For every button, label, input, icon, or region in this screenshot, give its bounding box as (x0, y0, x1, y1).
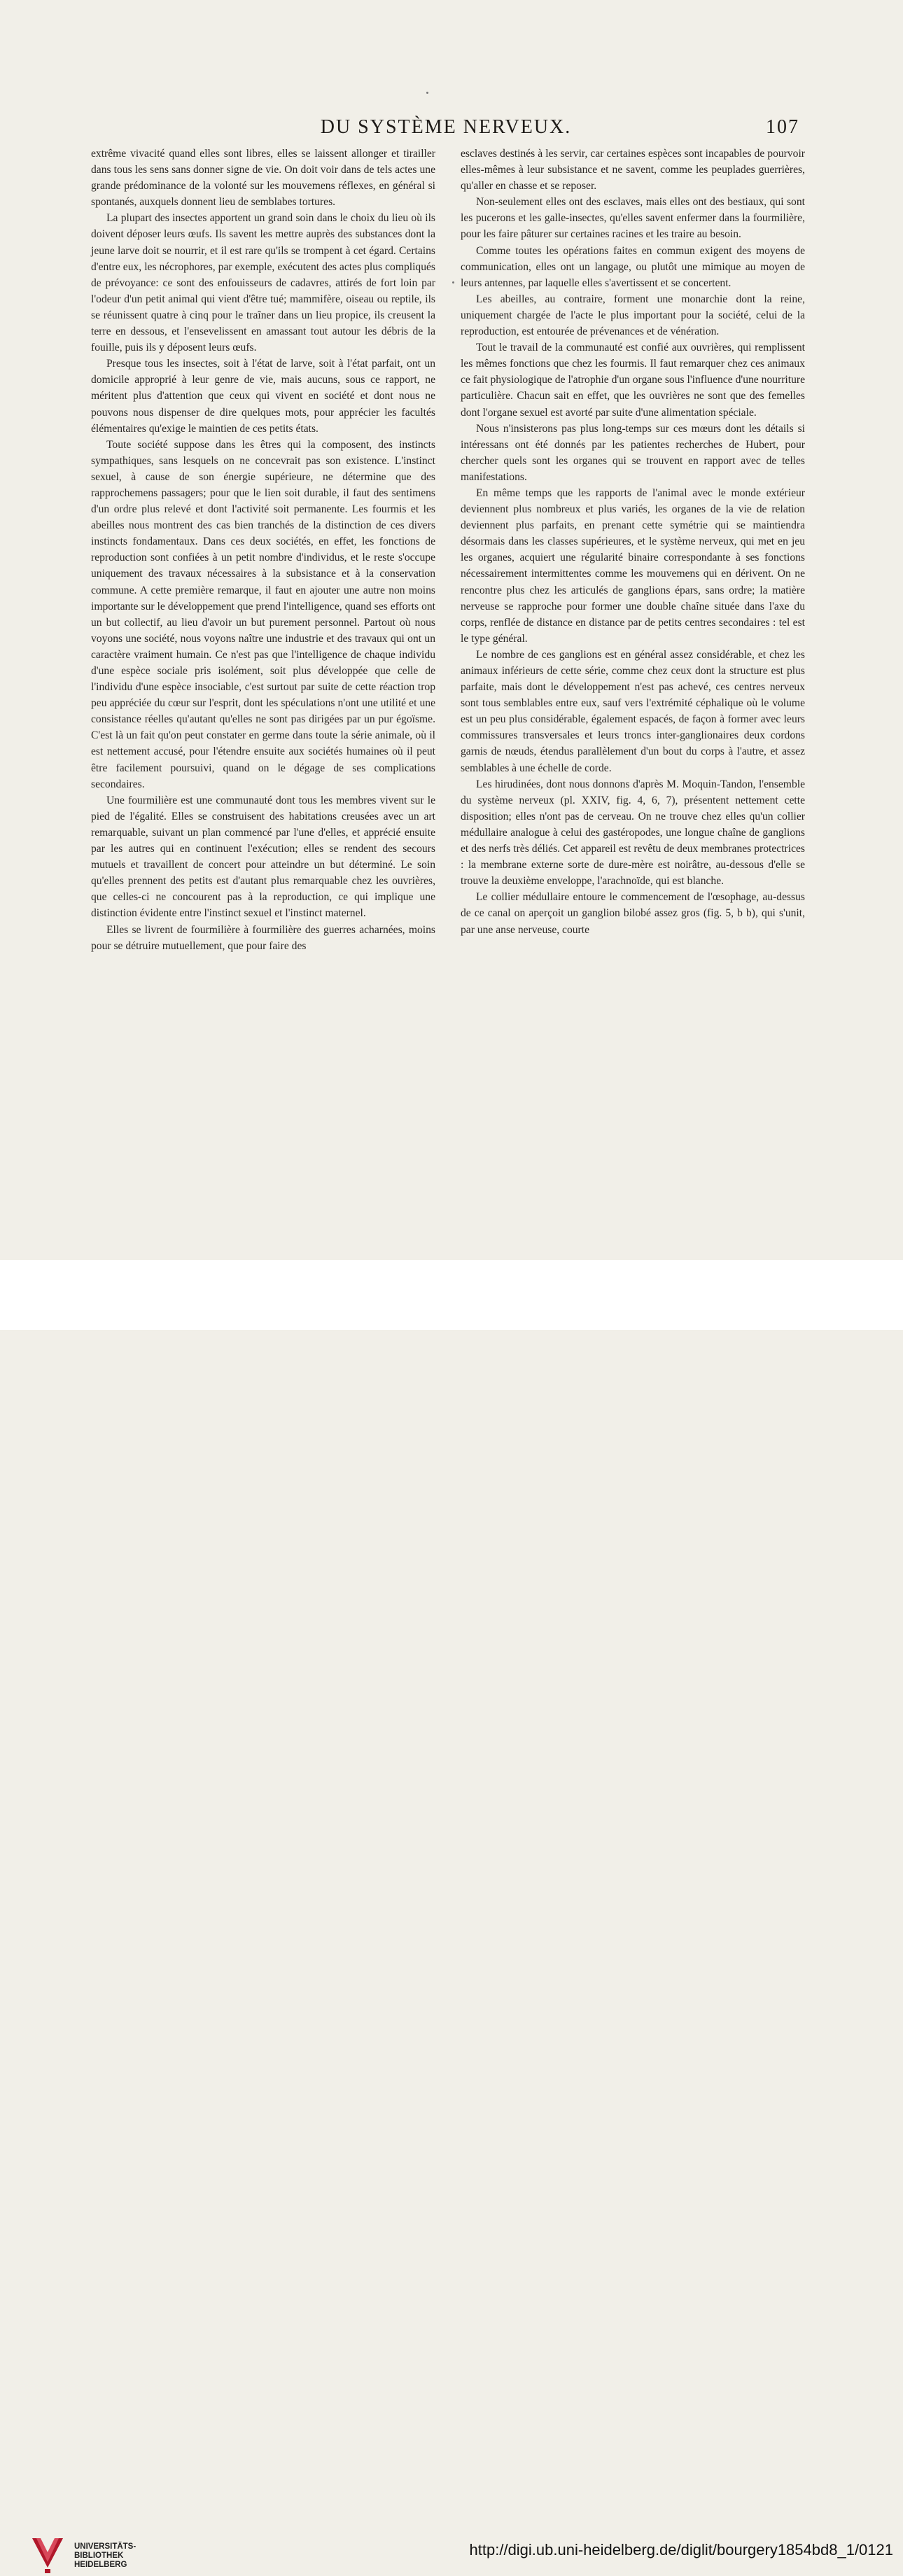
paragraph: En même temps que les rapports de l'animal avec le monde extérieur deviennent plus nombreux et plus variés, les organes de la vie de relation deviennent plus parfaits, en prenant cette symétrie qui se maintiendra désormais dans les classes supérieures, et le système nerveux, qui met en jeu les organes, acquiert une régularité binaire correspondante à ses fonctions nécessairement intermittentes comme les mouvemens qui en dérivent. On ne rencontre plus chez les articulés de ganglions épars, sans ordre; la matière nerveuse se rapproche pour former une double chaîne située dans l'axe du corps, renflée de distance en distance par de petits centres secondaires : tel est le type général. (461, 486, 805, 645)
library-name-line: UNIVERSITÄTS- (74, 2542, 136, 2551)
permalink-url[interactable]: http://digi.ub.uni-heidelberg.de/diglit/bourgery1854bd8_1/0121 (469, 2541, 893, 2558)
library-name[interactable] (74, 2542, 136, 2570)
university-seal-icon[interactable] (29, 2534, 66, 2576)
right-column (461, 146, 805, 938)
running-header (92, 116, 799, 141)
paragraph: Elles se livrent de fourmilière à fourmilière des guerres acharnées, moins pour se détruire mutuellement, que pour faire des (91, 923, 435, 952)
dust-speck (452, 281, 454, 284)
library-name-line: BIBLIOTHEK (74, 2552, 124, 2560)
running-title: DU SYSTÈME NERVEUX. (320, 116, 572, 138)
paragraph: La plupart des insectes apportent un grand soin dans le choix du lieu où ils doivent déposer leurs œufs. Ils savent les mettre auprès des substances dont la jeune larve doit se nourrir, et il est rare qu'ils se trompent à cet égard. Certains d'entre eux, les nécrophores, par exemple, exécutent des actes plus compliqués de prévoyance: ce sont des enfouisseurs de cadavres, attirés de fort loin par l'odeur d'un petit animal qui vient d'être tué; mammifère, oiseau ou reptile, ils se réunissent quatre à cinq pour le traîner dans un lieu propice, ils creusent la terre en dessous, et l'ensevelissent en amassant tout autour les débris de la fouille, puis ils y déposent leurs œufs. (91, 212, 435, 354)
paragraph: Les hirudinées, dont nous donnons d'après M. Moquin-Tandon, l'ensemble du système nerveux (pl. XXIV, fig. 4, 6, 7), présentent nettement cette disposition; elles n'ont pas de cerveau. On ne trouve chez elles qu'un collier médullaire analogue à celui des gastéropodes, une longue chaîne de ganglions et des nerfs très déliés. Cet appareil est revêtu de deux membranes protectrices : la membrane externe sorte de dure-mère est noirâtre, au-dessous d'elle se trouve la deuxième enveloppe, l'arachnoïde, qui est blanche. (461, 778, 805, 888)
paragraph: Nous n'insisterons pas plus long-temps sur ces mœurs dont les détails si intéressans ont été donnés par les patientes recherches de Hubert, pour chercher quels sont les organes qui se trouvent en rapport avec de telles manifestations. (461, 422, 805, 483)
paragraph: Comme toutes les opérations faites en commun exigent des moyens de communication, elles ont un langage, ou plutôt une mimique au moyen de leurs antennes, par laquelle elles s'avertissent et se concertent. (461, 244, 805, 289)
left-column (91, 146, 435, 954)
page-number: 107 (766, 116, 799, 138)
paragraph: Les abeilles, au contraire, forment une monarchie dont la reine, uniquement chargée de l'acte le plus important pour la société, celui de la reproduction, est entourée de prévenances et de vénération. (461, 293, 805, 338)
paragraph: Une fourmilière est une communauté dont tous les membres vivent sur le pied de l'égalité. Elles se construisent des habitations creusées avec un art remarquable, suivant un plan commencé par l'une d'elles, et apprécié ensuite par les autres qui en continuent l'exécution; elles se rendent des secours mutuels et travaillent de concert pour atteindre un but déterminé. Le soin qu'elles prennent des petits est d'autant plus remarquable chez les ouvrières, que celles-ci ne concourent pas à la reproduction, ce qui implique une distinction évidente entre l'instinct sexuel et l'instinct maternel. (91, 794, 435, 920)
scanned-page (0, 0, 903, 1260)
paragraph: Tout le travail de la communauté est confié aux ouvrières, qui remplissent les mêmes fonctions que chez les fourmis. Il faut remarquer chez ces animaux ce fait physiologique de l'atrophie d'un organe sous l'influence d'une nourriture particulière. Chacun sait en effet, que les ouvrières ne sont que des femelles dont l'organe sexuel est avorté par suite d'une alimentation spéciale. (461, 342, 805, 419)
library-name-line: HEIDELBERG (74, 2561, 127, 2569)
paragraph: Toute société suppose dans les êtres qui la composent, des instincts sympathiques, sans lesquels on ne concevrait pas son existence. L'instinct sexuel, à cause de son énergie supérieure, ne détermine que des rapprochemens passagers; pour que le lien soit durable, il faut des sentimens d'un ordre plus relevé et dont l'activité soit permanente. Les fourmis et les abeilles nous montrent des cas bien tranchés de la distinction de ces divers instincts fondamentaux. Dans ces deux sociétés, en effet, les fonctions de reproduction sont confiées à un petit nombre d'individus, et le reste s'occupe uniquement des travaux nécessaires à la subsistance et à la conservation commune. A cette première remarque, il faut en ajouter une autre non moins importante sur le développement que prend l'intelligence, quand ses efforts ont un but collectif, au lieu d'avoir un but purement personnel. Partout où nous voyons une société, nous voyons naître une industrie et des travaux qui ont un caractère vraiment humain. Ce n'est pas que l'intelligence de chaque individu d'une espèce sociale pris isolément, soit plus développée que celle de l'individu d'une espèce insociable, c'est surtout par suite de cette réaction trop peu appréciée du cœur sur l'esprit, dont les spéculations n'ont une utilité et une consistance réelles qu'autant qu'elles ne sont pas dirigées par un pur égoïsme. C'est là un fait qu'on peut constater en germe dans toute la série animale, où il est nettement accusé, pour l'étendre ensuite aux sociétés humaines où il peut être facilement poursuivi, quand on le dégage de ses complications secondaires. (91, 438, 435, 790)
dust-speck (426, 92, 428, 94)
viewer-footer (0, 1260, 903, 2569)
paragraph: Presque tous les insectes, soit à l'état de larve, soit à l'état parfait, ont un domicile approprié à leur genre de vie, mais aucuns, sous ce rapport, ne méritent plus d'attention que ceux qui vivent en société et dont nous ne pouvons nous dispenser de dire quelques mots, pour apprécier les facultés élémentaires qu'exige le maintien de ces petits états. (91, 358, 435, 435)
paragraph: Non-seulement elles ont des esclaves, mais elles ont des bestiaux, qui sont les pucerons et les galle-insectes, qu'elles savent enfermer dans la fourmilière, pour les faire pâturer sur certaines racines et les traire au besoin. (461, 196, 805, 241)
paragraph: Le collier médullaire entoure le commencement de l'œsophage, au-dessus de ce canal on aperçoit un ganglion bilobé assez gros (fig. 5, b b), qui s'unit, par une anse nerveuse, courte (461, 891, 805, 936)
paragraph: extrême vivacité quand elles sont libres, elles se laissent allonger et tirailler dans tous les sens sans donner signe de vie. On doit voir dans de tels actes une grande prédominance de la volonté sur les mouvemens réflexes, en général si spontanés, auxquels donnent lieu de semblabes tortures. (91, 148, 435, 209)
paragraph: esclaves destinés à les servir, car certaines espèces sont incapables de pourvoir elles-mêmes à leur subsistance et ne savent, comme les peuplades guerrières, qu'aller en chasse et se reposer. (461, 148, 805, 192)
paragraph: Le nombre de ces ganglions est en général assez considérable, et chez les animaux inférieurs de cette série, comme chez ceux dont la structure est plus parfaite, mais dont le développement n'est pas achevé, ces centres nerveux sont tous semblables entre eux, sauf vers l'extrémité céphalique où le volume est un peu plus considérable, également espacés, de façon à former avec leurs commissures transversales et leurs troncs inter-ganglionaires deux cordons garnis de nœuds, étendus parallèlement d'un bout du corps à l'autre, et assez semblables à une échelle de corde. (461, 648, 805, 774)
